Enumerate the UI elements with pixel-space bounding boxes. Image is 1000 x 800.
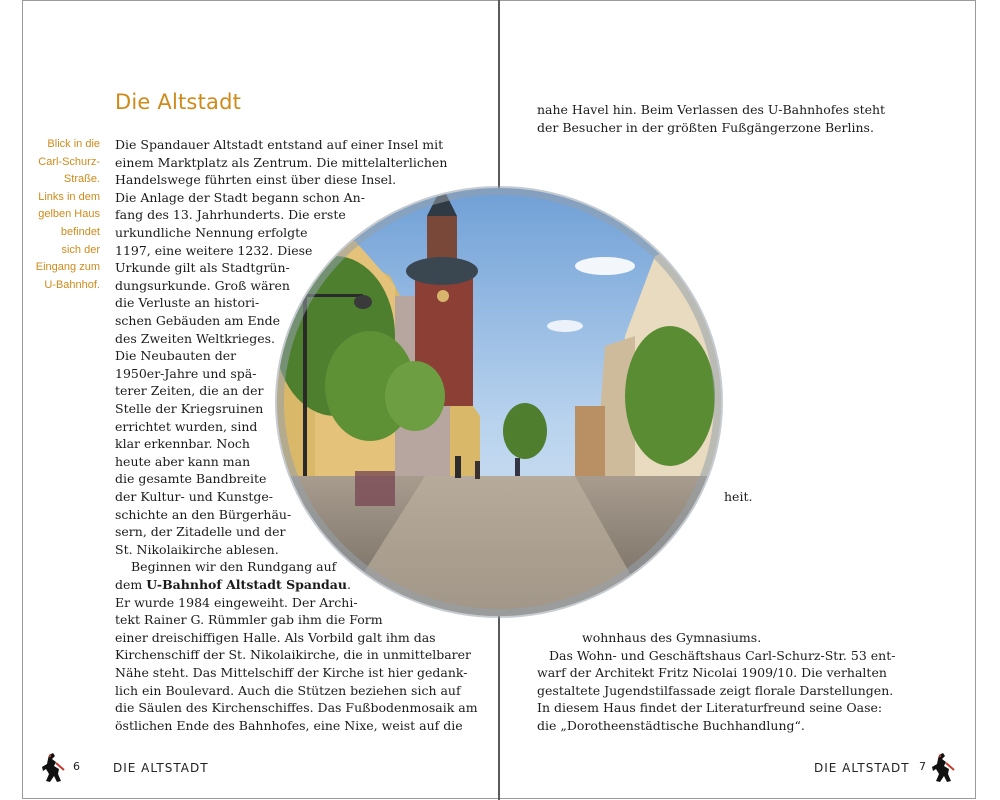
text-line: heute aber kann man	[115, 453, 251, 469]
left-page-number: 6	[73, 760, 80, 773]
text-line: der Kultur- und Kunstge-	[115, 489, 274, 504]
caption-line: U-Bahnhof.	[44, 278, 100, 291]
text-line: lich ein Boulevard. Auch die Stützen beziehen sich auf	[115, 682, 461, 698]
text-line: tekt Rainer G. Rümmler gab ihm die Form	[115, 612, 383, 628]
text-line: klar erkennbar. Noch	[115, 436, 250, 452]
text-line: die „Dorotheenstädtische Buchhandlung“.	[537, 718, 805, 733]
street-photo	[275, 186, 723, 618]
text-line: Die Spandauer Altstadt entstand auf einer Insel mit	[115, 137, 444, 152]
text-run: dem	[115, 577, 147, 592]
caption-line: Blick in die	[47, 138, 100, 150]
text-line: einer dreischiffigen Halle. Als Vorbild galt ihm das	[115, 629, 436, 645]
text-line: Die Neubauten der	[115, 348, 237, 364]
berlin-bear-icon	[40, 752, 70, 784]
chapter-title: Die Altstadt	[115, 90, 242, 114]
caption-line: Eingang zum	[35, 261, 100, 274]
caption-line: befindet	[60, 225, 100, 238]
text-line: die gesamte Bandbreite	[115, 471, 267, 487]
text-line: der Besucher in der größten Fußgängerzone Berlins.	[537, 119, 874, 135]
text-line: die Verluste an histori-	[115, 295, 260, 311]
text-line: die Säulen des Kirchenschiffes. Das Fußbodenmosaik am	[115, 700, 478, 716]
text-line: errichtet wurden, sind	[115, 418, 258, 434]
text-line: östlichen Ende des Bahnhofes, eine Nixe, weist auf die	[115, 717, 463, 733]
text-line: 1197, eine weitere 1232. Diese	[115, 242, 313, 258]
text-line: warf der Architekt Fritz Nicolai 1909/10. Die verhalten	[537, 665, 887, 681]
text-line: Beginnen wir den Rundgang auf	[131, 559, 337, 575]
text-line: des Zweiten Weltkrieges.	[115, 330, 275, 346]
caption-line: Straße.	[63, 173, 100, 186]
caption-line: gelben Haus	[38, 208, 100, 221]
left-running-footer: DIE ALTSTADT	[113, 761, 209, 775]
text-line: Urkunde gilt als Stadtgrün-	[115, 260, 290, 276]
text-run: .	[346, 577, 351, 592]
berlin-bear-icon	[930, 752, 960, 784]
text-line: heit.	[724, 489, 753, 505]
text-line: nahe Havel hin. Beim Verlassen des U-Bahnhofes steht	[537, 102, 886, 117]
text-line: In diesem Haus findet der Literaturfreund seine Oase:	[537, 700, 883, 716]
text-line: 1950er-Jahre und spä-	[115, 365, 257, 381]
text-line: gestaltete Jugendstilfassade zeigt florale Darstellungen.	[537, 682, 894, 698]
text-line: dungsurkunde. Groß wären	[115, 277, 290, 293]
text-line: terer Zeiten, die an der	[115, 383, 264, 399]
text-line: Stelle der Kriegsruinen	[115, 401, 264, 416]
caption-line: sich der	[61, 243, 100, 256]
caption-line: Carl-Schurz-	[38, 155, 100, 168]
right-page-number: 7	[919, 760, 926, 773]
right-running-footer: DIE ALTSTADT	[814, 761, 910, 775]
caption-line: Links in dem	[38, 190, 100, 203]
text-line: sern, der Zitadelle und der	[115, 524, 286, 540]
text-line: Das Wohn- und Geschäftshaus Carl-Schurz-Str. 53 ent-	[549, 647, 896, 663]
text-line: Die Anlage der Stadt begann schon An-	[115, 189, 365, 205]
text-line: Er wurde 1984 eingeweiht. Der Archi-	[115, 594, 358, 610]
text-line: Nähe steht. Das Mittelschiff der Kirche ist hier gedank-	[115, 665, 468, 680]
place-name-bold: U-Bahnhof Altstadt Spandau	[146, 577, 347, 592]
text-line: wohnhaus des Gymnasiums.	[582, 630, 762, 645]
text-line: fang des 13. Jahrhunderts. Die erste	[115, 207, 346, 223]
photo-caption	[34, 136, 100, 294]
text-line: St. Nikolaikirche ablesen.	[115, 541, 279, 557]
text-line	[115, 576, 351, 594]
text-line: Handelswege führten einst über diese Insel.	[115, 172, 397, 188]
text-line: urkundliche Nennung erfolgte	[115, 225, 308, 240]
text-line: schen Gebäuden am Ende	[115, 313, 281, 328]
text-line: Kirchenschiff der St. Nikolaikirche, die in unmittelbarer	[115, 647, 472, 663]
text-line: einem Marktplatz als Zentrum. Die mittelalterlichen	[115, 154, 448, 170]
text-line: schichte an den Bürgerhäu-	[115, 506, 292, 522]
